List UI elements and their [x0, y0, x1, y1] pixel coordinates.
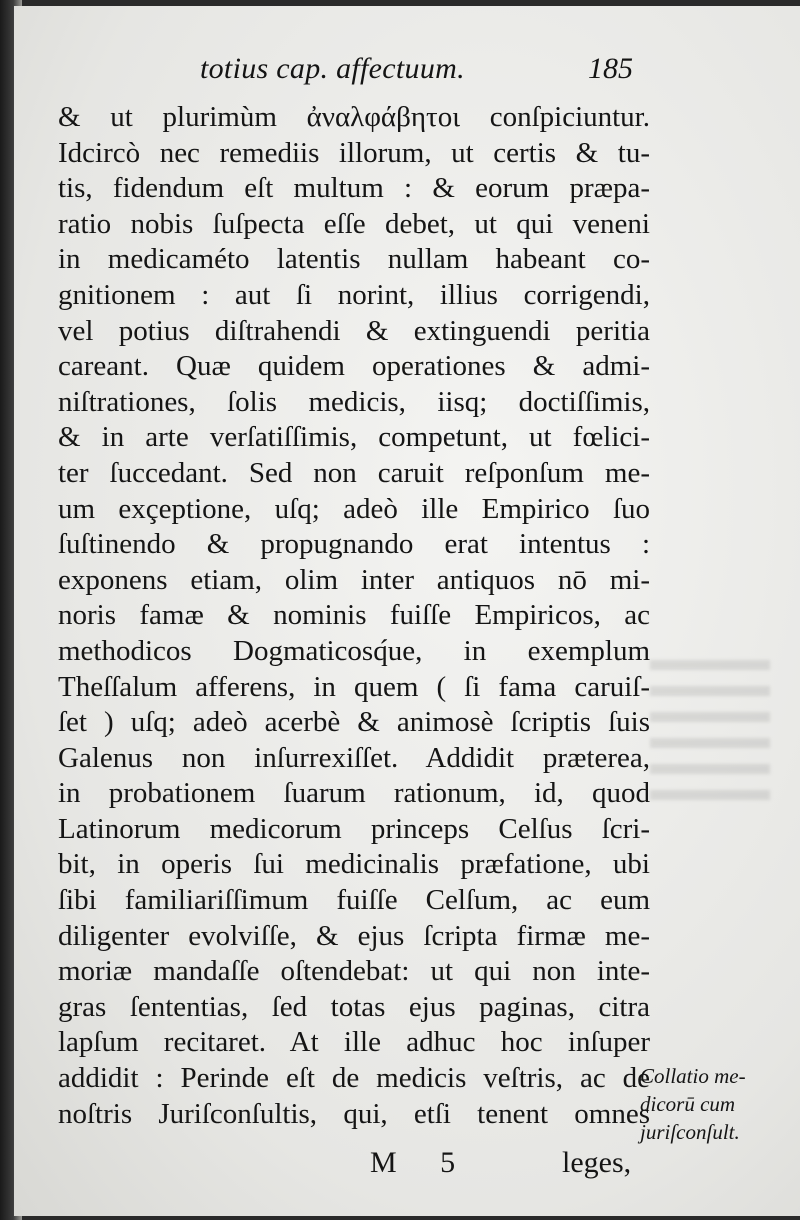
text-line: niſtrationes, ſolis medicis, iisq; doctiſſimis,	[58, 385, 650, 418]
text-line: in probationem ſuarum rationum, id, quod	[58, 777, 650, 810]
text-line: & ut plurimùm ἀναλφάβητοι conſpiciuntur.	[58, 101, 650, 133]
text-line: noris famæ & nominis fuiſſe Empiricos, ac	[58, 599, 650, 632]
text-line: methodicos Dogmaticosq́ue, in exemplum	[58, 634, 650, 667]
text-line: um exçeptione, uſq; adeò ille Empirico ſuo	[58, 492, 650, 525]
text-line: tis, fidendum eſt multum : & eorum præpa-	[58, 172, 650, 205]
text-line: Theſſalum afferens, in quem ( ſi fama caruiſ-	[58, 670, 650, 703]
text-line: Latinorum medicorum princeps Celſus ſcri-	[58, 812, 650, 845]
text-line: ratio nobis ſuſpecta eſſe debet, ut qui veneni	[58, 207, 650, 240]
signature-mark: M 5	[370, 1146, 474, 1179]
text-line: ſibi familiariſſimum fuiſſe Celſum, ac eum	[58, 884, 650, 917]
main-text-block	[58, 100, 650, 1132]
text-line: & in arte verſatiſſimis, competunt, ut fœlici-	[58, 421, 650, 454]
text-line: lapſum recitaret. At ille adhuc hoc inſuper	[58, 1026, 650, 1059]
show-through-bleed	[650, 660, 770, 810]
text-line: ſet ) uſq; adeò acerbè & animosè ſcriptis ſuis	[58, 706, 650, 739]
marginal-note	[640, 1062, 790, 1146]
marginal-note-line: Collatio me-	[640, 1064, 746, 1088]
page-footer	[0, 1146, 800, 1186]
text-line: ter ſuccedant. Sed non caruit reſponſum me-	[58, 456, 650, 489]
text-line: exponens etiam, olim inter antiquos nō mi-	[58, 563, 650, 596]
text-line: gnitionem : aut ſi norint, illius corrigendi,	[58, 278, 650, 311]
page-number: 185	[588, 52, 633, 85]
text-line: in medicaméto latentis nullam habeant co-	[58, 243, 650, 276]
text-line: Idcircò nec remediis illorum, ut certis & tu-	[58, 136, 650, 169]
page-header	[0, 52, 800, 92]
text-line: bit, in operis ſui medicinalis præfatione, ubi	[58, 848, 650, 881]
text-line: Galenus non inſurrexiſſet. Addidit præterea,	[58, 741, 650, 774]
text-line: careant. Quæ quidem operationes & admi-	[58, 350, 650, 383]
text-line: noſtris Juriſconſultis, qui, etſi tenent omnes	[58, 1097, 650, 1130]
text-line: ſuſtinendo & propugnando erat intentus :	[58, 528, 650, 561]
text-line: diligenter evolviſſe, & ejus ſcripta firmæ me-	[58, 919, 650, 952]
catchword: leges,	[562, 1146, 632, 1179]
marginal-note-line: juriſconſult.	[640, 1120, 740, 1144]
text-line: gras ſententias, ſed totas ejus paginas, citra	[58, 990, 650, 1023]
text-line: moriæ mandaſſe oſtendebat: ut qui non inte-	[58, 955, 650, 988]
marginal-note-line: dicorū cum	[640, 1092, 736, 1116]
running-head: totius cap. affectuum.	[200, 52, 465, 85]
text-line: addidit : Perinde eſt de medicis veſtris, ac de	[58, 1062, 650, 1095]
text-line: vel potius diſtrahendi & extinguendi peritia	[58, 314, 650, 347]
